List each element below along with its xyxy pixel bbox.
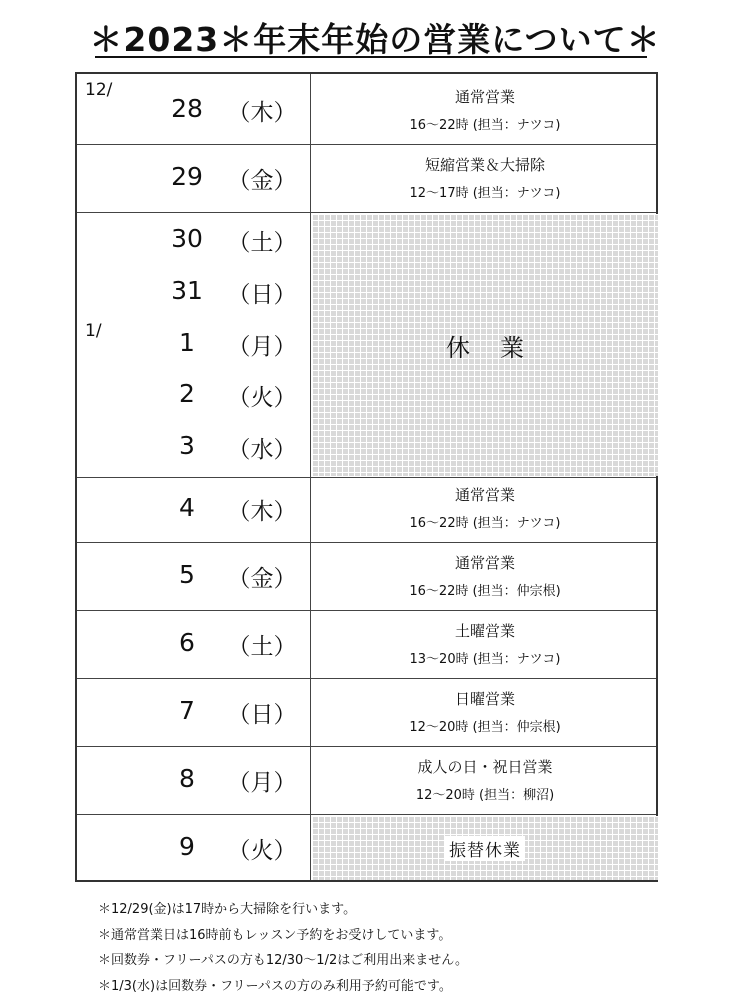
- status-title: 通常営業: [454, 554, 515, 572]
- status-cell: [312, 620, 658, 671]
- page-title: ＊2023＊年末年始の営業について＊: [89, 20, 661, 59]
- status-cell: [312, 756, 658, 807]
- status-hours: 12～20時 (担当：仲宗根): [409, 720, 561, 735]
- status-cell: [312, 86, 658, 137]
- status-hours: 12～17時 (担当：ナツコ): [409, 186, 561, 201]
- day-number: 3: [179, 431, 195, 460]
- day-number: 8: [179, 764, 195, 793]
- status-hours: 13～20時 (担当：ナツコ): [409, 652, 561, 667]
- weekday: （金）: [227, 168, 297, 194]
- day-number: 9: [179, 832, 195, 861]
- row-divider: [77, 212, 656, 213]
- row-divider: [77, 610, 656, 611]
- weekday: （月）: [227, 334, 297, 360]
- status-hours: 16～22時 (担当：ナツコ): [409, 118, 561, 133]
- status-hours: 12～20時 (担当：柳沼): [415, 788, 555, 803]
- status-cell: [312, 484, 658, 535]
- weekday: （木）: [227, 100, 297, 126]
- note-item: ＊12/29(金)は17時から大掃除を行います。: [98, 902, 357, 917]
- status-title: 土曜営業: [454, 622, 515, 640]
- weekday: （火）: [227, 385, 297, 411]
- day-number: 30: [171, 224, 203, 253]
- day-number: 29: [171, 162, 203, 191]
- day-number: 6: [179, 628, 195, 657]
- note-item: ＊通常営業日は16時前もレッスン予約をお受けしています。: [98, 927, 452, 943]
- notes-list: [98, 897, 718, 999]
- month-label-december: 12/: [85, 80, 113, 100]
- note-item: ＊回数券・フリーパスの方も12/30～1/2はご利用出来ません。: [98, 953, 468, 968]
- weekday: （木）: [227, 499, 297, 525]
- status-cell: [312, 154, 658, 205]
- row-divider: [77, 746, 656, 747]
- weekday: （土）: [227, 634, 297, 660]
- status-hours: 16～22時 (担当：ナツコ): [409, 516, 561, 531]
- day-number: 4: [179, 493, 195, 522]
- status-title: 通常営業: [454, 88, 515, 106]
- weekday: （日）: [227, 702, 297, 728]
- weekday: （日）: [227, 282, 297, 308]
- day-number: 31: [171, 276, 203, 305]
- schedule-table: [75, 72, 658, 882]
- status-title: 日曜営業: [454, 690, 515, 708]
- row-divider: [77, 477, 656, 478]
- row-divider: [77, 542, 656, 543]
- status-title: 短縮営業＆大掃除: [424, 156, 545, 174]
- row-divider: [77, 678, 656, 679]
- closed-block: [312, 214, 658, 476]
- weekday: （水）: [227, 437, 297, 463]
- day-number: 28: [171, 94, 203, 123]
- month-label-january: 1/: [85, 321, 102, 341]
- title-underline: [95, 56, 647, 58]
- weekday: （月）: [227, 770, 297, 796]
- status-cell: [312, 688, 658, 739]
- weekday: （土）: [227, 230, 297, 256]
- day-number: 5: [179, 560, 195, 589]
- status-cell: [312, 552, 658, 603]
- status-title: 通常営業: [454, 486, 515, 504]
- substitute-holiday-label: 振替休業: [445, 836, 525, 861]
- day-number: 7: [179, 696, 195, 725]
- substitute-holiday-block: [312, 816, 658, 880]
- row-divider: [77, 144, 656, 145]
- day-number: 2: [179, 379, 195, 408]
- day-number: 1: [179, 328, 195, 357]
- status-hours: 16～22時 (担当：仲宗根): [409, 584, 561, 599]
- row-divider: [77, 814, 656, 815]
- weekday: （火）: [227, 838, 297, 864]
- closed-label: 休業: [446, 333, 554, 362]
- status-title: 成人の日・祝日営業: [417, 758, 553, 776]
- note-item: ＊1/3(水)は回数券・フリーパスの方のみ利用予約可能です。: [98, 978, 452, 994]
- weekday: （金）: [227, 566, 297, 592]
